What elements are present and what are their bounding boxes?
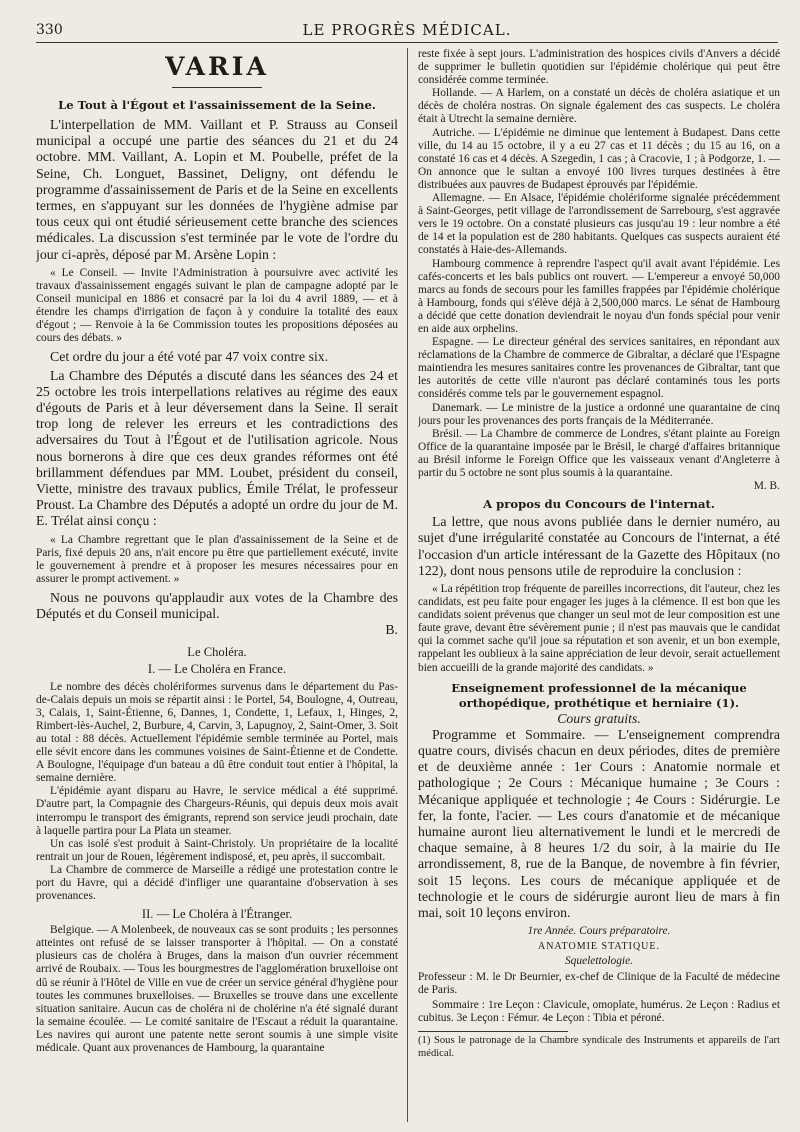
page-header <box>36 20 778 43</box>
subsection-title-squelettologie: Squelettologie. <box>564 955 633 968</box>
article-paragraph: Programme et Sommaire. — L'enseignement comprendra quatre cours, divisés chacun en deux périodes, dites de première et de deuxième année : 1er Cours : Anatomie normale et pathologique ; 2e Cours : Mécanique humaine ; 3e Cours : Mécanique appliquée et technologie ; 4e Cours : Sidérurgie. Le fer, la fonte, l'acier. — Les cours d'anatomie et de mécanique humaine auront lieu alternativement le lundi et le mercredi de chaque semaine, à 8 heures 1/2 du soir, à la mairie du IIe arrondissement, 8, rue de la Banque, de novembre à fin février, soit 15 leçons. Les cours de mécanique appliquée et de technologie et le cours de sidérurgie auront lieu de mars à fin mai, soit 10 leçons environ. <box>418 726 780 921</box>
subsection-title-anatomie: ANATOMIE STATIQUE. <box>537 941 660 953</box>
article-title-cholera: Le Choléra. <box>187 644 247 659</box>
article-paragraph: L'interpellation de MM. Vaillant et P. Strauss au Conseil municipal a occupé une partie des séances du 21 et du 24 octobre. MM. Vaillant, A. Lopin et M. Poubelle, préfet de la Seine, Ch. Longuet, Bassinet, Deligny, ont défendu le programme d'assainissement de Paris et de la Seine en excellents termes, en s'appuyant sur les données de l'hygiène admise par tous ceux qui ont étudié sérieusement cette branche des sciences médicales. La discussion s'est terminée par le vote de l'ordre du jour ci-après, déposé par M. Arsène Lopin : <box>36 117 398 262</box>
article-title-enseignement: Enseignement professionnel de la mécanique orthopédique, prothétique et herniaire (1). <box>451 680 747 710</box>
article-paragraph: La lettre, que nous avons publiée dans le dernier numéro, au sujet d'une irrégularité constatée au Concours de l'internat, a été l'occasion d'un article intéressant de la Gazette des Hôpitaux (no 122), dont nous pensons utile de reproduire la conclusion : <box>418 514 780 578</box>
subsection-title-etranger: II. — Le Choléra à l'Étranger. <box>141 907 293 922</box>
article-paragraph: Brésil. — La Chambre de commerce de Londres, s'étant plainte au Foreign Office de la quarantaine imposée par le Brésil, le chargé d'affaires britannique au Brésil informe le Foreign Office que les vaisseaux venant d'Angleterre à partir du 5 octobre ne sont plus soumis à la quarantaine. <box>418 427 780 479</box>
article-paragraph: Hollande. — A Harlem, on a constaté un décès de choléra asiatique et un décès de choléra nostras. On signale également des cas suspects. Le choléra était à Utrecht la semaine dernière. <box>418 87 780 126</box>
article-paragraph: Nous ne pouvons qu'applaudir aux votes de la Chambre des Députés et du Conseil municipal. <box>36 590 398 622</box>
subsection-title-annee: 1re Année. Cours préparatoire. <box>527 925 671 938</box>
article-signature: M. B. <box>753 480 780 493</box>
article-title-tout-a-legout: Le Tout à l'Égout et l'assainissement de la Seine. <box>58 98 376 112</box>
left-column <box>36 48 398 1124</box>
article-paragraph: Un cas isolé s'est produit à Saint-Christoly. Un propriétaire de la localité rentrait un jour de Rouen, légèrement indisposé, et, peu après, il succombait. <box>36 837 398 863</box>
subsection-title-france: I. — Le Choléra en France. <box>147 661 287 676</box>
subsection-title-cours-gratuits: Cours gratuits. <box>557 710 641 726</box>
article-signature: B. <box>385 622 398 638</box>
article-paragraph: Cet ordre du jour a été voté par 47 voix contre six. <box>50 349 329 365</box>
journal-title: LE PROGRÈS MÉDICAL. <box>302 21 512 39</box>
lesson-summary: Sommaire : 1re Leçon : Clavicule, omoplate, humérus. 2e Leçon : Radius et cubitus. 3e Leçon : Fémur. 4e Leçon : Tibia et péroné. <box>418 998 780 1024</box>
column-divider <box>407 48 408 1122</box>
article-title-concours-internat: A propos du Concours de l'internat. <box>483 497 715 512</box>
right-column <box>418 48 780 1124</box>
footnote-rule <box>418 1031 568 1032</box>
article-paragraph: Le nombre des décès cholériformes survenus dans le département du Pas-de-Calais depuis un mois se répartit ainsi : le Portel, 54, Boulogne, 4, Outreau, 3, Calais, 1, Saint-Étienne, 6, Dannes, 1, Condette, 1, Lefaux, 1, Hinges, 2, Rimbert-lès-Auchel, 2, Burbure, 4, Carvin, 3, Lapugnoy, 2, Saint-Omer, 3. Soit au total : 88 décès. Actuellement l'épidémie semble terminée au Portel, mais elle sévit encore dans les communes voisines de Saint-Étienne et de Condette. A Boulogne, l'équipage d'un bateau a dû être conduit tout entier à l'hôpital, la semaine dernière. <box>36 680 398 785</box>
section-heading-varia: VARIA <box>165 52 269 81</box>
article-paragraph: Belgique. — A Molenbeek, de nouveaux cas se sont produits ; les personnes atteintes ont refusé de se laisser transporter à l'hôpital. — On a constaté plusieurs cas de choléra à Bruges, dans la maison d'un ouvrier récemment arrivé de Roubaix. — Tous les bourgmestres de l'agglomération bruxelloise ont dû se réunir à l'Hôtel de Ville en vue de créer un service général d'hygiène pour toutes les communes bruxelloises. — Bruxelles se trouve dans une excellente situation sanitaire. Aucun cas de choléra ni de cholérine n'a été signalé durant la semaine écoulée. — Le comité sanitaire de l'Escaut a réduit la quarantaine. Les navires qui auront une patente nette seront soumis à une simple visite médicale. Quant aux provenances de Hambourg, la quarantaine <box>36 924 398 1055</box>
article-paragraph: L'épidémie ayant disparu au Havre, le service médical a été supprimé. D'autre part, la Compagnie des Chargeurs-Réunis, qui depuis deux mois avait interrompu le transport des émigrants, reprend son service jeudi prochain, date à laquelle partira pour La Plata un steamer. <box>36 785 398 837</box>
footnote: (1) Sous le patronage de la Chambre syndicale des Instruments et appareils de l'art médical. <box>418 1034 780 1060</box>
article-paragraph: Espagne. — Le directeur général des services sanitaires, en répondant aux réclamations de la Chambre de commerce de Gibraltar, a déclaré que l'Espagne maintiendra les mesures sanitaires contre les provenances de Gibraltar, tant que les autorités de cette ville n'auront pas déclaré contaminés tous les ports considérés comme tels par le gouvernement espagnol. <box>418 336 780 401</box>
page-number: 330 <box>36 22 63 38</box>
article-paragraph: Danemark. — Le ministre de la justice a ordonné une quarantaine de cinq jours pour les provenances des ports français de la Méditerranée. <box>418 401 780 427</box>
article-paragraph: La Chambre de commerce de Marseille a rédigé une protestation contre le port du Havre, qui a décidé d'infliger une quarantaine d'observation à ses provenances. <box>36 863 398 903</box>
article-paragraph: reste fixée à sept jours. L'administration des hospices civils d'Anvers a décidé de supprimer le bulletin quotidien sur l'épidémie cholérique qui peut être considérée comme terminée. <box>418 48 780 87</box>
quoted-resolution: « Le Conseil. — Invite l'Administration à poursuivre avec activité les travaux d'assainissement engagés suivant le plan de campagne adopté par le Conseil municipal en 1886 et consacré par la loi du 4 avril 1889, — et à étendre les champs d'irrigation de façon à y conduire la totalité des eaux d'égout ; — Renvoie à la 6e Commission toutes les propositions déposées au cours des débats. » <box>36 266 398 345</box>
quoted-passage: « La répétition trop fréquente de pareilles incorrections, dit l'auteur, chez les candidats, est peu faite pour engager les juges à la clémence. Il est bon que les candidats soient prévenus que changer un seul mot de leur composition est une faute grave, devant être sévèrement punie ; il n'est pas mauvais que le candidat qui la commet sache qu'il joue sa réputation et son avenir, et un bon exemple, rappelant les oublieux à la saine appréciation de leur devoir, serait actuellement bien accueilli de la grande majorité des candidats. » <box>418 583 780 674</box>
quoted-resolution: « La Chambre regrettant que le plan d'assainissement de la Seine et de Paris, fixé depuis 20 ans, n'ait encore pu être que partiellement exécuté, invite le gouvernement à prendre et à proposer les mesures nécessaires pour en assurer le prompt activement. » <box>36 533 398 585</box>
article-paragraph: Hambourg commence à reprendre l'aspect qu'il avait avant l'épidémie. Les cafés-concerts et les bals publics ont rouvert. — L'empereur a envoyé 50,000 marcs au fonds de secours pour les familles frappées par l'épidémie cholérique à Hambourg, fonds qui s'élève déjà à 2,500,000 marcs. Le sénat de Hambourg a décidé que cette donation deviendrait le noyau d'un fonds spécial pour venir en aide aux orphelins. <box>418 257 780 335</box>
article-paragraph: La Chambre des Députés a discuté dans les séances des 24 et 25 octobre les trois interpellations relatives au régime des eaux d'égouts de Paris et à leur déversement dans la Seine. Il serait trop long de relever les erreurs et les contradictions des adversaires du Tout à l'Égout et de l'utilisation agricole. Nous nous bornerons à dire que ces deux grandes réformes ont été brillamment défendues par MM. Loubet, président du conseil, Viette, ministre des travaux publics, Émile Trélat, le professeur Proust. La Chambre des Députés a adopté un ordre du jour de M. E. Trélat ainsi conçu : <box>36 367 398 529</box>
heading-rule <box>172 87 262 88</box>
article-paragraph: Autriche. — L'épidémie ne diminue que lentement à Budapest. Dans cette ville, du 14 au 15 octobre, il y a eu 27 cas et 11 décès ; du 15 au 16, on a constaté 16 cas et 4 décès. A Szegedin, 1 cas ; à Cracovie, 1 ; à Podgorze, 1. — On annonce que le sultan a envoyé 100 livres turques destinées à être distribuées aux pauvres de Budapest éprouvés par l'épidémie. <box>418 126 780 191</box>
article-paragraph: Allemagne. — En Alsace, l'épidémie cholériforme signalée précédemment à Saint-Georges, petit village de l'arrondissement de Sarrebourg, s'est aggravée vers le 19 octobre. On a constaté plusieurs cas jusqu'au 19 : leur nombre a été de 14 et la population est de 280 habitants. Quelques cas suspects auraient été constatés à Haie-des-Allemands. <box>418 192 780 257</box>
professor-line: Professeur : M. le Dr Beurnier, ex-chef de Clinique de la Faculté de médecine de Paris. <box>418 970 780 996</box>
